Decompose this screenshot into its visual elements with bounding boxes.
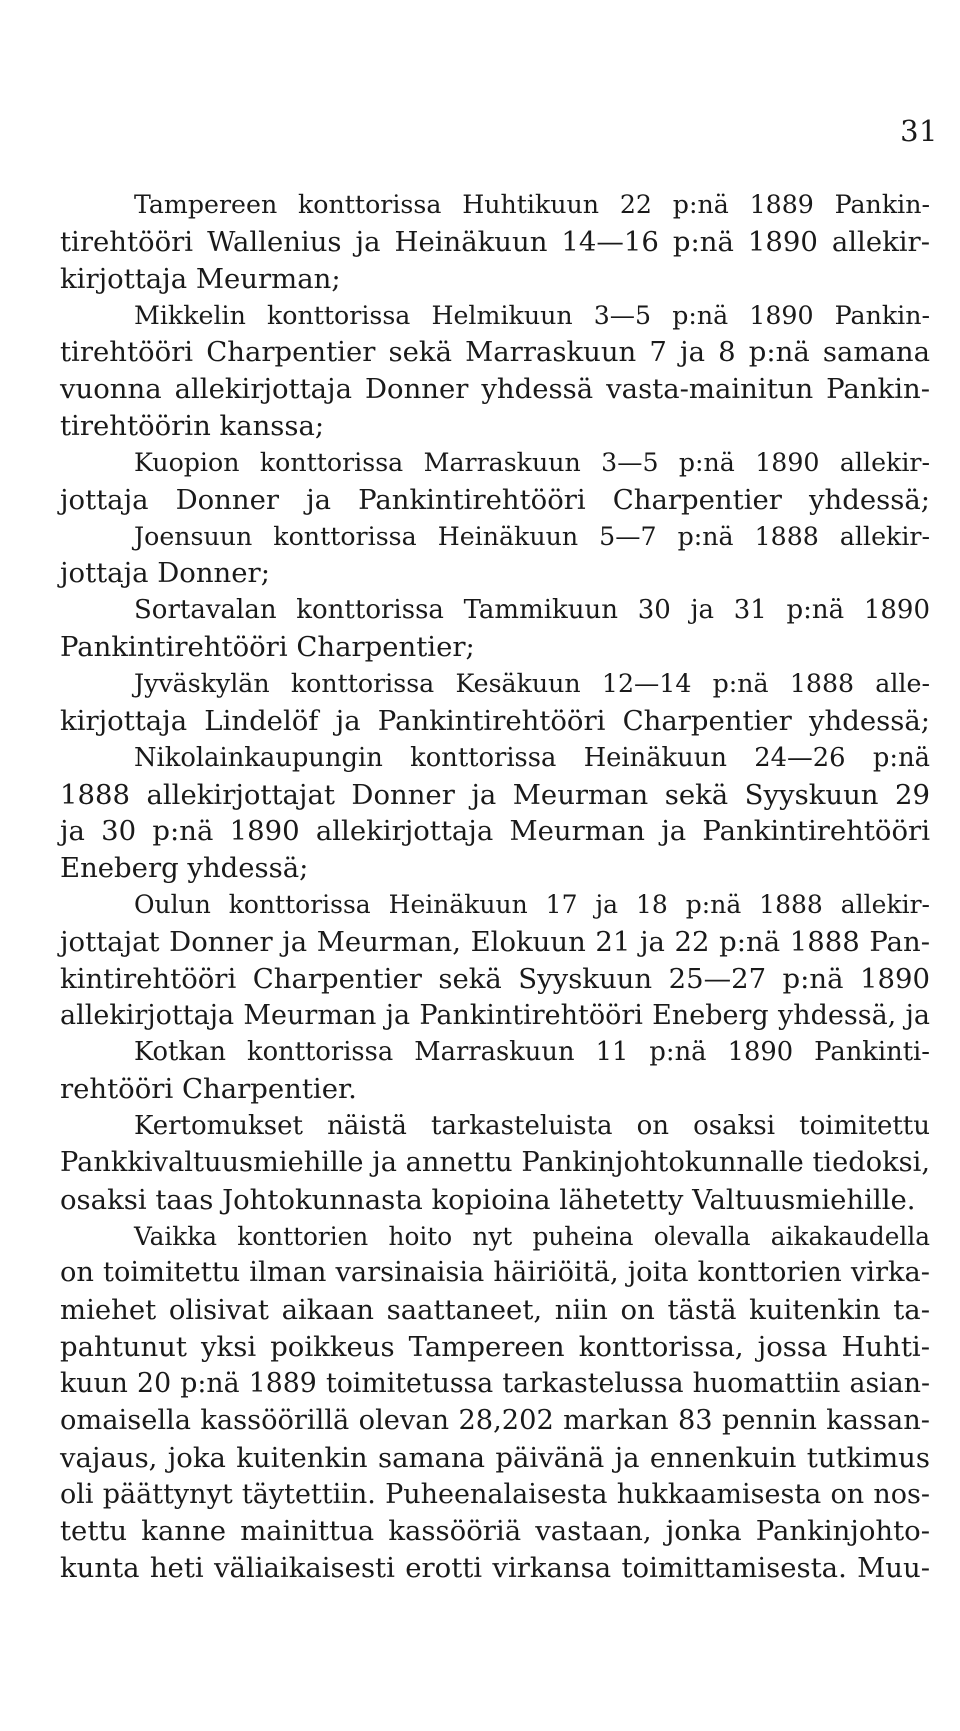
- text-line: tirehtöörin kanssa;: [60, 410, 325, 443]
- text-line: kuun 20 p:nä 1889 toimitetussa tarkastelussa huomattiin asian-: [60, 1368, 930, 1399]
- text-line: Jyväskylän konttorissa Kesäkuun 12—14 p:nä 1888 alle-: [134, 668, 930, 698]
- text-line: oli päättynyt täytettiin. Puheenalaisesta hukkaamisesta on nos-: [60, 1478, 930, 1510]
- text-line: ja 30 p:nä 1890 allekirjottaja Meurman ja Pankintirehtööri: [60, 815, 930, 848]
- text-line: miehet olisivat aikaan saattaneet, niin on tästä kuitenkin ta-: [60, 1294, 930, 1327]
- text-line: Tampereen konttorissa Huhtikuun 22 p:nä 1889 Pankin-: [134, 190, 930, 219]
- text-line: tettu kanne mainittua kassööriä vastaan, jonka Pankinjohto-: [60, 1515, 930, 1548]
- text-line: tirehtööri Charpentier sekä Marraskuun 7 ja 8 p:nä samana: [60, 336, 930, 369]
- text-line: rehtööri Charpentier.: [60, 1073, 357, 1106]
- text-line: vajaus, joka kuitenkin samana päivänä ja ennenkuin tutkimus: [60, 1441, 930, 1474]
- text-line: Eneberg yhdessä;: [60, 852, 309, 885]
- body-text: [60, 187, 930, 1587]
- text-line: tirehtööri Wallenius ja Heinäkuun 14—16 p:nä 1890 allekir-: [60, 225, 930, 258]
- text-line: Kuopion konttorissa Marraskuun 3—5 p:nä 1890 allekir-: [134, 447, 930, 477]
- text-line: on toimitettu ilman varsinaisia häiriöitä, joita konttorien virka-: [60, 1257, 930, 1289]
- text-line: Oulun konttorissa Heinäkuun 17 ja 18 p:nä 1888 allekir-: [134, 890, 930, 920]
- text-line: Joensuun konttorissa Heinäkuun 5—7 p:nä 1888 allekir-: [134, 521, 930, 551]
- text-line: Vaikka konttorien hoito nyt puheina olevalla aikakaudella: [134, 1221, 930, 1251]
- text-line: omaisella kassöörillä olevan 28,202 markan 83 pennin kassan-: [60, 1404, 930, 1436]
- text-line: Pankintirehtööri Charpentier;: [60, 631, 475, 664]
- text-line: Kotkan konttorissa Marraskuun 11 p:nä 1890 Pankinti-: [134, 1037, 930, 1068]
- text-line: osaksi taas Johtokunnasta kopioina lähetetty Valtuusmiehille.: [60, 1183, 916, 1216]
- text-line: Sortavalan konttorissa Tammikuun 30 ja 31 p:nä 1890: [134, 595, 930, 626]
- text-line: Nikolainkaupungin konttorissa Heinäkuun 24—26 p:nä: [134, 742, 930, 773]
- text-line: kirjottaja Meurman;: [60, 262, 341, 295]
- text-line: jottajat Donner ja Meurman, Elokuun 21 ja 22 p:nä 1888 Pan-: [60, 925, 930, 958]
- text-line: pahtunut yksi poikkeus Tampereen konttorissa, jossa Huhti-: [60, 1331, 930, 1364]
- text-line: Pankkivaltuusmiehille ja annettu Pankinjohtokunnalle tiedoksi,: [60, 1146, 930, 1178]
- text-line: Kertomukset näistä tarkasteluista on osaksi toimitettu: [134, 1111, 930, 1142]
- text-line: kirjottaja Lindelöf ja Pankintirehtööri Charpentier yhdessä;: [60, 704, 930, 737]
- text-line: 1888 allekirjottajat Donner ja Meurman sekä Syyskuun 29: [60, 778, 930, 811]
- page-number: 31: [900, 114, 938, 148]
- text-line: jottaja Donner ja Pankintirehtööri Charpentier yhdessä;: [60, 483, 930, 516]
- text-line: Mikkelin konttorissa Helmikuun 3—5 p:nä 1890 Pankin-: [134, 300, 930, 330]
- text-line: vuonna allekirjottaja Donner yhdessä vasta-mainitun Pankin-: [60, 373, 930, 406]
- text-line: kintirehtööri Charpentier sekä Syyskuun 25—27 p:nä 1890: [60, 962, 930, 995]
- text-line: allekirjottaja Meurman ja Pankintirehtööri Eneberg yhdessä, ja: [60, 999, 930, 1031]
- text-line: kunta heti väliaikaisesti erotti virkansa toimittamisesta. Muu-: [60, 1552, 930, 1585]
- text-line: jottaja Donner;: [60, 557, 270, 590]
